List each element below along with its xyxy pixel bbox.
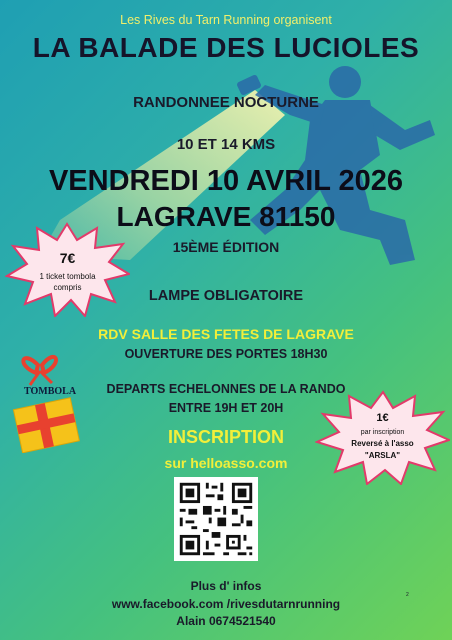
- inscription-site[interactable]: sur helloasso.com: [164, 455, 288, 471]
- event-town: LAGRAVE 81150: [116, 201, 336, 232]
- price-badge: [5, 222, 130, 317]
- facebook-link[interactable]: www.facebook.com /rivesdutarnrunning: [111, 597, 341, 611]
- donation-line3: "ARSLA": [364, 451, 401, 460]
- inscription-heading: INSCRIPTION: [167, 427, 284, 447]
- page-mark: 2: [406, 592, 409, 598]
- organizer-line: Les Rives du Tarn Running organisent: [120, 13, 332, 27]
- donation-badge: [315, 390, 450, 485]
- more-info-heading: Plus d' infos: [190, 579, 262, 593]
- contact-phone: Alain 0674521540: [176, 614, 276, 628]
- lamp-notice: LAMPE OBLIGATOIRE: [148, 288, 304, 304]
- donation-line1: par inscription: [360, 429, 405, 436]
- donation-line2: Reversé à l'asso: [351, 439, 414, 448]
- departures-line2: ENTRE 19H ET 20H: [168, 401, 284, 415]
- meeting-place: RDV SALLE DES FETES DE LAGRAVE: [98, 326, 354, 342]
- event-date: VENDREDI 10 AVRIL 2026: [48, 165, 404, 197]
- event-distance: 10 ET 14 KMS: [176, 136, 276, 153]
- departures-line1: DEPARTS ECHELONNES DE LA RANDO: [106, 382, 346, 396]
- event-title: LA BALADE DES LUCIOLES: [32, 32, 420, 63]
- opening-time: OUVERTURE DES PORTES 18H30: [124, 347, 328, 361]
- qr-code[interactable]: [174, 477, 258, 561]
- gift-icon: [12, 343, 84, 453]
- price-line2: compris: [53, 283, 82, 292]
- donation-amount: 1€: [376, 412, 389, 424]
- event-edition: 15ÈME ÉDITION: [172, 239, 280, 255]
- tombola-label: TOMBOLA: [24, 386, 77, 397]
- starburst-shape: [5, 222, 130, 317]
- event-subtitle: RANDONNEE NOCTURNE: [133, 94, 319, 111]
- starburst-shape: [315, 390, 450, 485]
- price-value: 7€: [59, 250, 76, 266]
- price-line1: 1 ticket tombola: [39, 272, 96, 281]
